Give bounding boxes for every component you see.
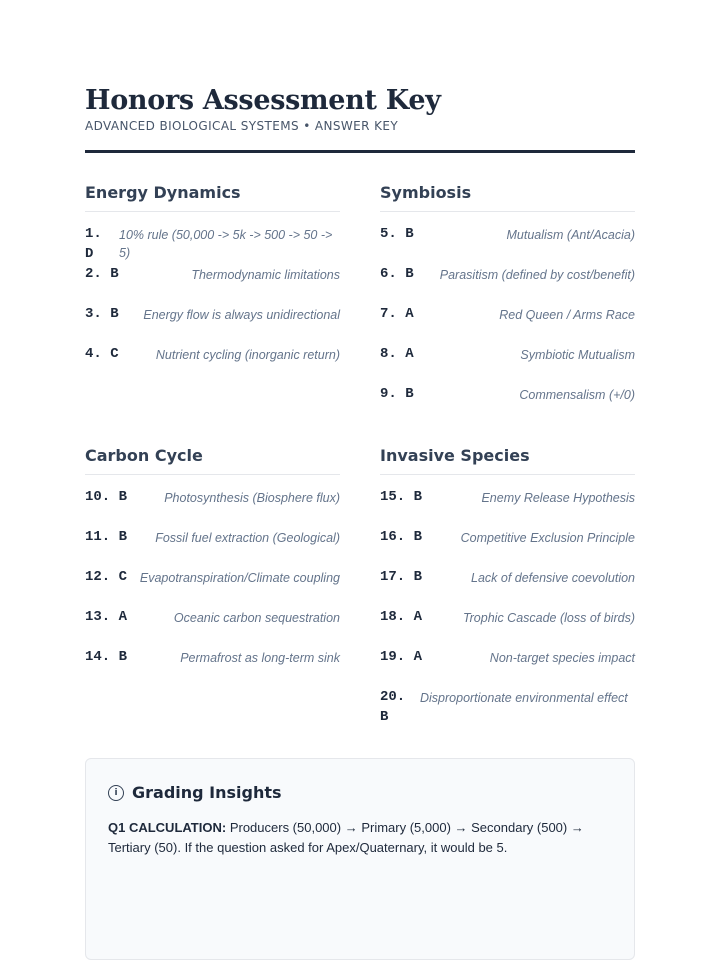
answer-note: Symbiotic Mutualism — [520, 348, 635, 362]
answer-row — [380, 304, 635, 344]
answer-label: 9. B — [380, 386, 414, 402]
answer-note: Energy flow is always unidirectional — [143, 308, 340, 322]
answer-label: 3. B — [85, 306, 119, 322]
section-energy-dynamics — [85, 183, 340, 424]
page-subtitle: ADVANCED BIOLOGICAL SYSTEMS • ANSWER KEY — [85, 119, 399, 133]
answer-row — [380, 224, 635, 264]
section-carbon-cycle — [85, 446, 340, 727]
answer-row — [85, 527, 340, 567]
answer-label: 15. B — [380, 489, 423, 505]
answer-note: Fossil fuel extraction (Geological) — [155, 531, 340, 545]
answer-key-page — [85, 84, 635, 749]
answer-note: Trophic Cascade (loss of birds) — [462, 611, 635, 625]
answer-note: Evapotranspiration/Climate coupling — [139, 571, 340, 585]
insights-title: Grading Insights — [132, 783, 282, 802]
answer-note: Nutrient cycling (inorganic return) — [155, 348, 340, 362]
answer-row — [380, 607, 635, 647]
section-symbiosis — [380, 183, 635, 424]
section-title: Invasive Species — [380, 446, 635, 475]
insight-label: Q1 CALCULATION: — [108, 820, 227, 835]
answer-label: 2. B — [85, 266, 119, 282]
answer-row — [85, 607, 340, 647]
answer-label: 4. C — [85, 346, 119, 362]
answer-note: Parasitism (defined by cost/benefit) — [439, 268, 635, 282]
insight-paragraph — [108, 818, 612, 858]
answer-row — [85, 264, 340, 304]
answer-note: Permafrost as long-term sink — [180, 651, 340, 665]
answer-row — [85, 344, 340, 384]
answer-label: 14. B — [85, 649, 128, 665]
answer-label: 12. C — [85, 569, 128, 585]
answer-row — [85, 647, 340, 687]
answer-label: 16. B — [380, 529, 423, 545]
answer-row — [380, 384, 635, 424]
info-icon: i — [108, 785, 124, 801]
section-invasive-species — [380, 446, 635, 727]
answer-row — [380, 647, 635, 687]
answer-label: 10. B — [85, 489, 128, 505]
answer-label: 20. B — [380, 689, 406, 725]
answer-label: 13. A — [85, 609, 128, 625]
answer-row — [380, 527, 635, 567]
answer-row — [85, 304, 340, 344]
answer-label: 5. B — [380, 226, 414, 242]
answer-row — [380, 487, 635, 527]
grading-insights-panel — [85, 758, 635, 960]
answer-label: 7. A — [380, 306, 414, 322]
answer-label: 8. A — [380, 346, 414, 362]
answer-note: Competitive Exclusion Principle — [460, 531, 635, 545]
sections-grid — [85, 183, 635, 749]
answer-note: Red Queen / Arms Race — [499, 308, 635, 322]
answer-row — [85, 487, 340, 527]
answer-label: 1. D — [85, 226, 102, 262]
section-title: Carbon Cycle — [85, 446, 340, 475]
answer-row — [380, 344, 635, 384]
answer-row — [380, 264, 635, 304]
answer-label: 11. B — [85, 529, 128, 545]
answer-note: Commensalism (+/0) — [519, 388, 635, 402]
answer-label: 6. B — [380, 266, 414, 282]
answer-row — [380, 687, 635, 727]
answer-note: Disproportionate environmental effect — [420, 691, 628, 705]
answer-note: Enemy Release Hypothesis — [481, 491, 635, 505]
answer-note: Oceanic carbon sequestration — [173, 611, 340, 625]
answer-note: 10% rule (50,000 -> 5k -> 500 -> 50 -> 5) — [119, 228, 333, 260]
answer-note: Lack of defensive coevolution — [471, 571, 635, 585]
answer-note: Non-target species impact — [489, 651, 635, 665]
section-title: Energy Dynamics — [85, 183, 340, 212]
answer-label: 18. A — [380, 609, 423, 625]
answer-note: Photosynthesis (Biosphere flux) — [164, 491, 340, 505]
answer-row — [85, 567, 340, 607]
answer-note: Mutualism (Ant/Acacia) — [506, 228, 635, 242]
header-divider — [85, 150, 635, 153]
answer-label: 19. A — [380, 649, 423, 665]
page-title: Honors Assessment Key — [85, 85, 441, 116]
insight-body: Producers (50,000) → Primary (5,000) → Secondary (500) → Tertiary (50). If the question asked for Apex/Quaternary, it would be 5. — [108, 820, 584, 855]
section-title: Symbiosis — [380, 183, 635, 212]
answer-note: Thermodynamic limitations — [191, 268, 340, 282]
answer-row — [85, 224, 340, 264]
answer-label: 17. B — [380, 569, 423, 585]
answer-row — [380, 567, 635, 607]
